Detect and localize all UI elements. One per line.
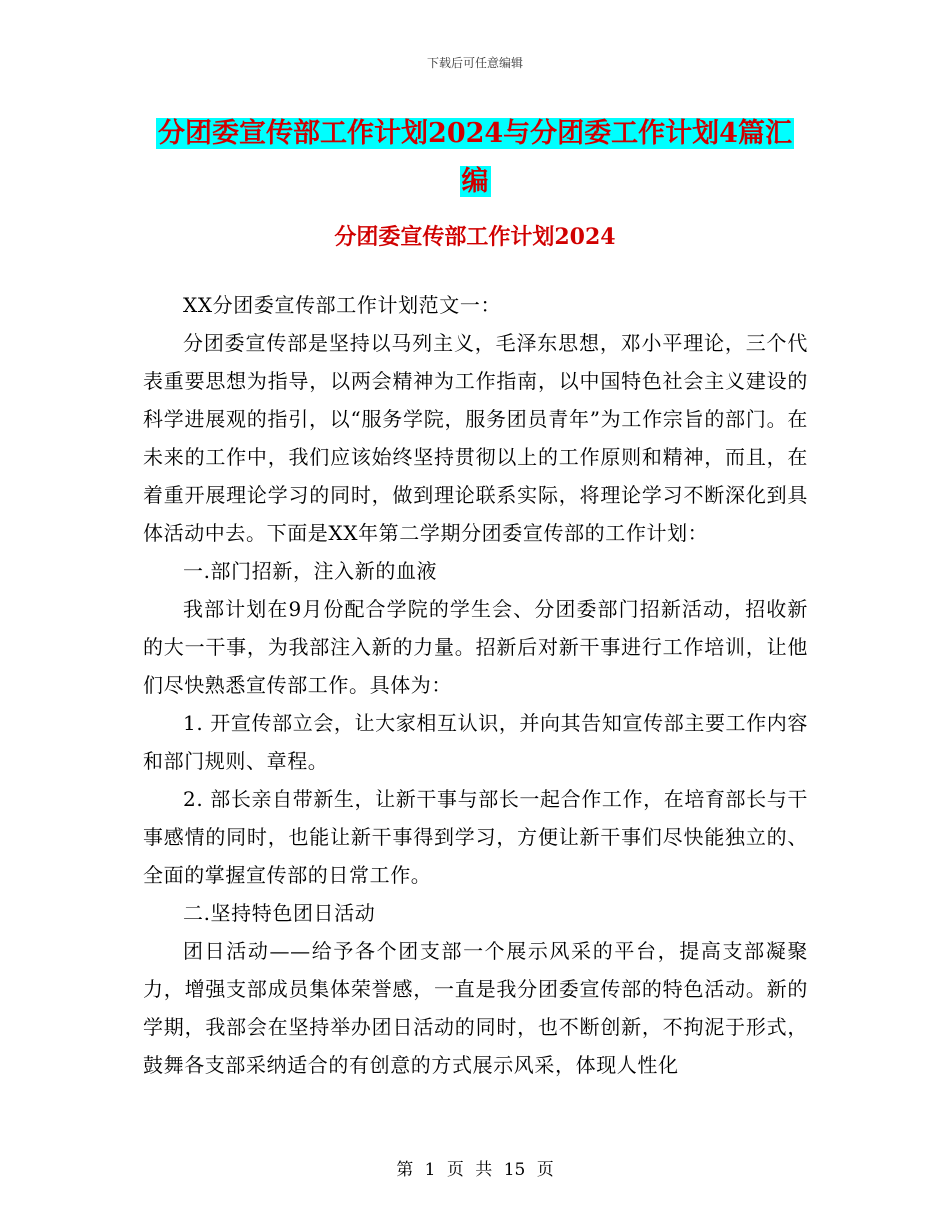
list-item: 2. 部长亲自带新生，让新干事与部长一起合作工作，在培育部长与干事感情的同时，也能让新干事得到学习，方便让新干事们尽快能独立的、全面的掌握宣传部的日常工作。 xyxy=(143,787,808,887)
document-title-line-1: 分团委宣传部工作计划2024与分团委工作计划4篇汇 xyxy=(158,118,792,149)
document-title xyxy=(0,110,950,206)
document-title-line-2: 编 xyxy=(461,166,489,197)
paragraph: 团日活动——给予各个团支部一个展示风采的平台，提高支部凝聚力，增强支部成员集体荣誉感，一直是我分团委宣传部的特色活动。新的学期，我部会在坚持举办团日活动的同时，也不断创新，不拘泥于形式，鼓舞各支部采纳适合的有创意的方式展示风采，体现人性化 xyxy=(143,939,808,1077)
page-footer: 第 1 页 共 15 页 xyxy=(396,1160,554,1180)
header-note: 下载后可任意编辑 xyxy=(426,56,523,70)
document-body xyxy=(143,286,808,1084)
section-title: 分团委宣传部工作计划2024 xyxy=(334,224,616,250)
paragraph: 分团委宣传部是坚持以马列主义，毛泽东思想，邓小平理论，三个代表重要思想为指导，以两会精神为工作指南，以中国特色社会主义建设的科学进展观的指引，以“服务学院，服务团员青年”为工作宗旨的部门。在未来的工作中，我们应该始终坚持贯彻以上的工作原则和精神，而且，在着重开展理论学习的同时，做到理论联系实际，将理论学习不断深化到具体活动中去。下面是XX年第二学期分团委宣传部的工作计划： xyxy=(143,331,808,545)
paragraph-intro: XX分团委宣传部工作计划范文一： xyxy=(183,293,502,317)
subheading: 一.部门招新，注入新的血液 xyxy=(183,559,438,583)
subheading: 二.坚持特色团日活动 xyxy=(183,901,376,925)
list-item: 1. 开宣传部立会，让大家相互认识，并向其告知宣传部主要工作内容和部门规则、章程。 xyxy=(143,711,808,773)
paragraph: 我部计划在9月份配合学院的学生会、分团委部门招新活动，招收新的大一干事，为我部注入新的力量。招新后对新干事进行工作培训，让他们尽快熟悉宣传部工作。具体为： xyxy=(143,597,808,697)
